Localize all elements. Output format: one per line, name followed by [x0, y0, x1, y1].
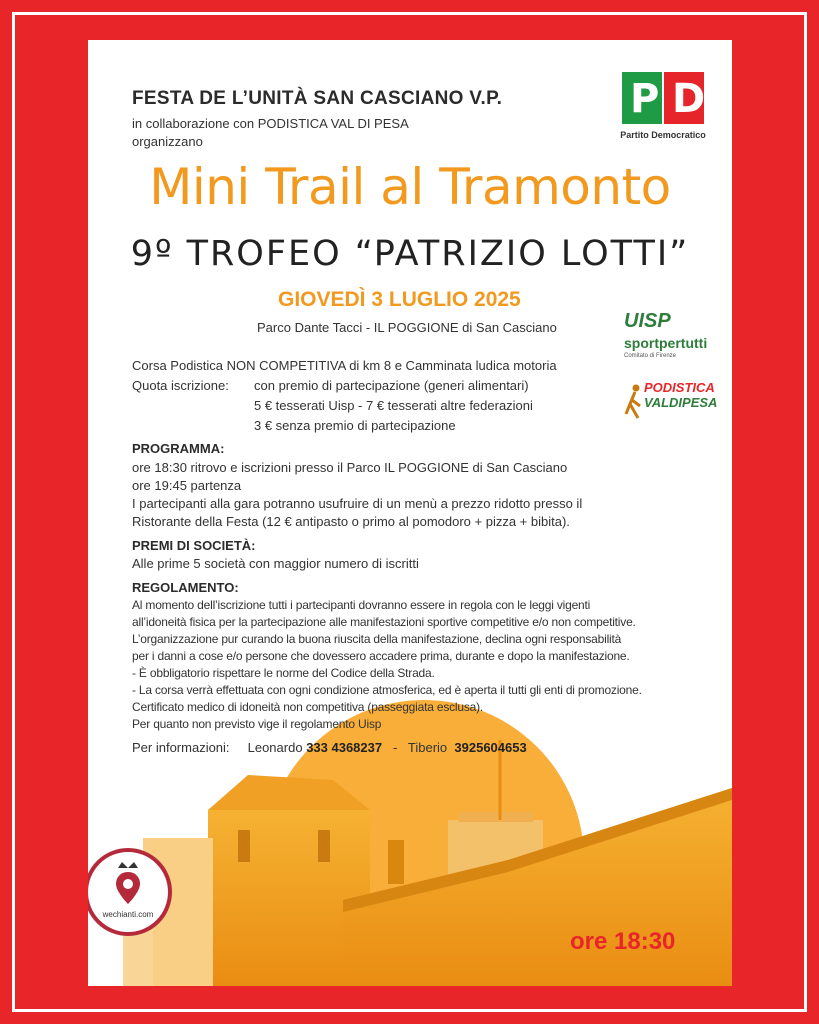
contact-info — [132, 740, 527, 755]
start-time: ore 18:30 — [570, 928, 676, 955]
uisp-comitato: Comitato di Firenze — [624, 353, 677, 359]
regolamento-line: Per quanto non previsto vige il regolamento Uisp — [132, 717, 382, 731]
programma-line: Ristorante della Festa (12 € antipasto o primo al pomodoro + pizza + bibita). — [132, 514, 570, 529]
wechianti-logo[interactable] — [88, 848, 172, 936]
pd-caption: Partito Democratico — [620, 130, 706, 140]
uisp-title: UISP — [624, 310, 671, 332]
map-pin-icon — [110, 860, 146, 908]
organize-text: organizzano — [132, 134, 203, 149]
regolamento-line: all’idoneità fisica per la partecipazione alle manifestazioni sportive competitive e/o non competitive. — [132, 615, 636, 629]
contact-name: Leonardo — [247, 740, 303, 755]
regolamento-line: L’organizzazione pur curando la buona riuscita della manifestazione, declina ogni responsabilità — [132, 632, 622, 646]
programma-line: I partecipanti alla gara potranno usufruire di un menù a prezzo ridotto presso il — [132, 496, 583, 511]
tower-window — [318, 830, 330, 862]
podistica-text-2: VALDIPESA — [644, 395, 718, 410]
premi-heading: PREMI DI SOCIETÀ: — [132, 538, 256, 553]
pd-logo-mark — [622, 72, 704, 124]
programma-line: ore 19:45 partenza — [132, 478, 242, 493]
programma-line: ore 18:30 ritrovo e iscrizioni presso il Parco IL POGGIONE di San Casciano — [132, 460, 568, 475]
info-label: Per informazioni: — [132, 740, 230, 755]
event-venue: Parco Dante Tacci - IL POGGIONE di San Casciano — [257, 320, 557, 335]
runner-icon — [624, 384, 644, 420]
quota-line-3: 3 € senza premio di partecipazione — [254, 418, 456, 433]
event-date: GIOVEDÌ 3 LUGLIO 2025 — [278, 288, 521, 311]
regolamento-line: per i danni a cose e/o persone che dovessero accadere prima, durante e dopo la manifestazione. — [132, 649, 630, 663]
event-title: Mini Trail al Tramonto — [149, 158, 671, 216]
pd-letter-d: D — [672, 76, 706, 122]
regolamento-line: - La corsa verrà effettuata con ogni condizione atmosferica, ed è aperta il tutti gli enti di promozione. — [132, 683, 642, 697]
building-shape — [458, 812, 533, 822]
premi-line: Alle prime 5 società con maggior numero di iscritti — [132, 556, 419, 571]
regolamento-line: Certificato medico di idoneità non competitiva (passeggiata esclusa). — [132, 700, 484, 714]
pd-letter-p: P — [630, 76, 660, 122]
tower-window — [238, 830, 250, 862]
podistica-logo — [624, 380, 724, 424]
race-description: Corsa Podistica NON COMPETITIVA di km 8 e Camminata ludica motoria — [132, 358, 557, 373]
pd-logo — [618, 72, 708, 148]
watermark-text: wechianti.com — [102, 910, 154, 919]
quota-line-1: con premio di partecipazione (generi alimentari) — [254, 378, 529, 393]
quota-label: Quota iscrizione: — [132, 378, 229, 393]
quota-line-2: 5 € tesserati Uisp - 7 € tesserati altre federazioni — [254, 398, 533, 413]
contact-phone[interactable]: 3925604653 — [454, 740, 527, 755]
organizer-title: FESTA DE L’UNITÀ SAN CASCIANO V.P. — [132, 88, 503, 109]
contact-name: Tiberio — [407, 740, 448, 755]
event-subtitle: 9º TROFEO “PATRIZIO LOTTI” — [130, 234, 690, 274]
contact-phone[interactable]: 333 4368237 — [306, 740, 383, 755]
collaboration-text: in collaborazione con PODISTICA VAL DI PESA — [132, 116, 409, 131]
uisp-subtitle: sportpertutti — [624, 335, 708, 351]
event-poster — [88, 40, 732, 986]
uisp-logo — [624, 310, 724, 359]
regolamento-line: Al momento dell’iscrizione tutti i partecipanti dovranno essere in regola con le leggi vigenti — [132, 598, 591, 612]
programma-heading: PROGRAMMA: — [132, 441, 225, 456]
statue-shape — [388, 840, 404, 884]
regolamento-heading: REGOLAMENTO: — [132, 580, 239, 595]
contact-separator: - — [392, 740, 398, 755]
regolamento-line: - È obbligatorio rispettare le norme del Codice della Strada. — [132, 666, 435, 680]
podistica-text-1: PODISTICA — [644, 380, 715, 395]
